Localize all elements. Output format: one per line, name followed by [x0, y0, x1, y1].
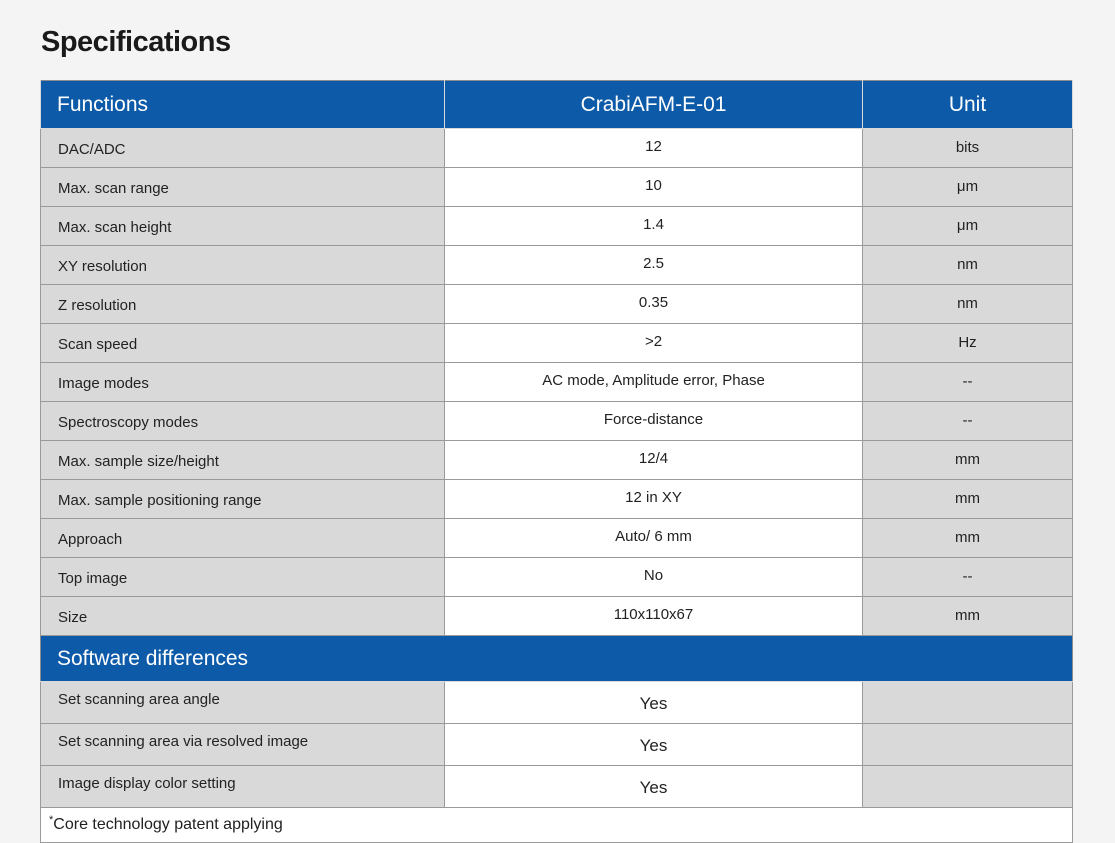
value-cell: Force-distance [445, 402, 863, 441]
unit-cell: mm [863, 441, 1073, 480]
software-function-cell: Set scanning area via resolved image [41, 724, 445, 766]
table-row [41, 363, 1073, 402]
function-cell: Max. sample size/height [41, 441, 445, 480]
function-cell: Image modes [41, 363, 445, 402]
table-row [41, 324, 1073, 363]
function-cell: Size [41, 597, 445, 636]
table-row [41, 558, 1073, 597]
unit-cell: -- [863, 558, 1073, 597]
software-value-cell: Yes [445, 724, 863, 766]
table-row [41, 246, 1073, 285]
unit-cell: mm [863, 480, 1073, 519]
software-unit-cell [863, 682, 1073, 724]
header-model: CrabiAFM-E-01 [445, 81, 863, 129]
page-title: Specifications [41, 26, 231, 58]
value-cell: >2 [445, 324, 863, 363]
value-cell: 1.4 [445, 207, 863, 246]
unit-cell: mm [863, 519, 1073, 558]
unit-cell: nm [863, 285, 1073, 324]
software-section-title: Software differences [41, 636, 1073, 682]
table-row [41, 519, 1073, 558]
table-row [41, 168, 1073, 207]
software-unit-cell [863, 724, 1073, 766]
value-cell: 12/4 [445, 441, 863, 480]
function-cell: XY resolution [41, 246, 445, 285]
function-cell: Max. scan height [41, 207, 445, 246]
software-section-header [41, 636, 1073, 682]
function-cell: Approach [41, 519, 445, 558]
unit-cell: μm [863, 168, 1073, 207]
value-cell: 12 in XY [445, 480, 863, 519]
header-functions: Functions [41, 81, 445, 129]
unit-cell: Hz [863, 324, 1073, 363]
function-cell: Z resolution [41, 285, 445, 324]
function-cell: Spectroscopy modes [41, 402, 445, 441]
software-function-cell: Image display color setting [41, 766, 445, 808]
unit-cell: -- [863, 363, 1073, 402]
table-header-row [41, 81, 1073, 129]
table-row [41, 402, 1073, 441]
software-value-cell: Yes [445, 682, 863, 724]
table-row [41, 724, 1073, 766]
table-row [41, 766, 1073, 808]
function-cell: DAC/ADC [41, 129, 445, 168]
footnote-text: Core technology patent applying [53, 816, 283, 833]
specifications-table [40, 80, 1073, 843]
function-cell: Max. sample positioning range [41, 480, 445, 519]
value-cell: 110x110x67 [445, 597, 863, 636]
table-row [41, 682, 1073, 724]
footnote-mark: * [49, 814, 54, 826]
table-row [41, 129, 1073, 168]
table-row [41, 441, 1073, 480]
software-unit-cell [863, 766, 1073, 808]
software-value-cell: Yes [445, 766, 863, 808]
value-cell: 2.5 [445, 246, 863, 285]
table-row [41, 480, 1073, 519]
function-cell: Max. scan range [41, 168, 445, 207]
value-cell: Auto/ 6 mm [445, 519, 863, 558]
software-function-cell: Set scanning area angle [41, 682, 445, 724]
value-cell: 10 [445, 168, 863, 207]
footnote-row [41, 808, 1073, 843]
value-cell: 0.35 [445, 285, 863, 324]
value-cell: No [445, 558, 863, 597]
table-row [41, 285, 1073, 324]
unit-cell: bits [863, 129, 1073, 168]
table-row [41, 207, 1073, 246]
table-row [41, 597, 1073, 636]
footnote [41, 808, 1073, 843]
unit-cell: μm [863, 207, 1073, 246]
unit-cell: nm [863, 246, 1073, 285]
function-cell: Scan speed [41, 324, 445, 363]
value-cell: AC mode, Amplitude error, Phase [445, 363, 863, 402]
unit-cell: -- [863, 402, 1073, 441]
unit-cell: mm [863, 597, 1073, 636]
header-unit: Unit [863, 81, 1073, 129]
value-cell: 12 [445, 129, 863, 168]
function-cell: Top image [41, 558, 445, 597]
